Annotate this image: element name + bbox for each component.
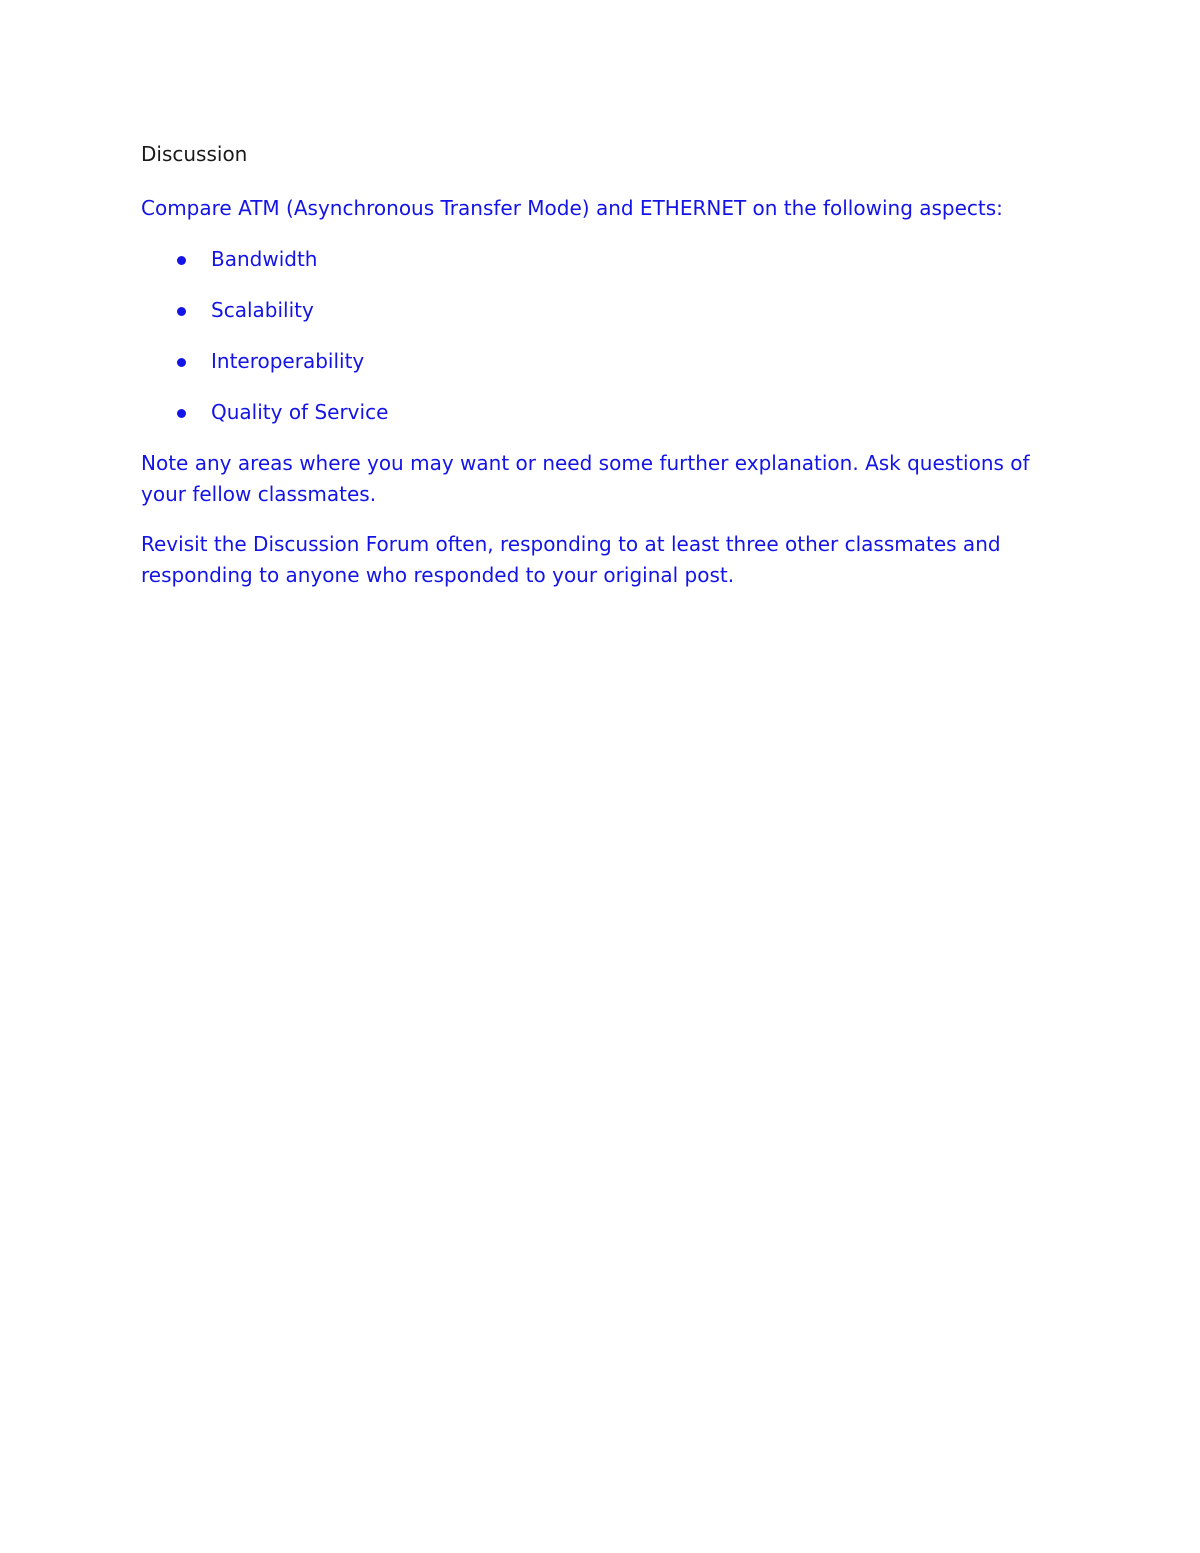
aspect-item-quality-of-service <box>141 397 1061 428</box>
bullet-icon <box>177 307 186 316</box>
aspect-item-interoperability <box>141 346 1061 377</box>
aspects-list <box>141 244 1061 428</box>
bullet-icon <box>177 409 186 418</box>
document-title: Discussion <box>141 142 248 166</box>
aspect-item-scalability <box>141 295 1061 326</box>
intro-paragraph: Compare ATM (Asynchronous Transfer Mode) and ETHERNET on the following aspects: <box>141 196 1003 220</box>
aspect-label: Bandwidth <box>211 247 318 271</box>
bullet-icon <box>177 256 186 265</box>
document-content <box>141 142 1061 610</box>
aspect-label: Interoperability <box>211 349 365 373</box>
bullet-icon <box>177 358 186 367</box>
aspect-label: Quality of Service <box>211 400 389 424</box>
aspect-item-bandwidth <box>141 244 1061 275</box>
note-paragraph: Note any areas where you may want or need some further explanation. Ask questions of your fellow classmates. <box>141 451 1030 506</box>
revisit-paragraph: Revisit the Discussion Forum often, responding to at least three other classmates and responding to anyone who responded to your original post. <box>141 532 1001 587</box>
aspect-label: Scalability <box>211 298 314 322</box>
